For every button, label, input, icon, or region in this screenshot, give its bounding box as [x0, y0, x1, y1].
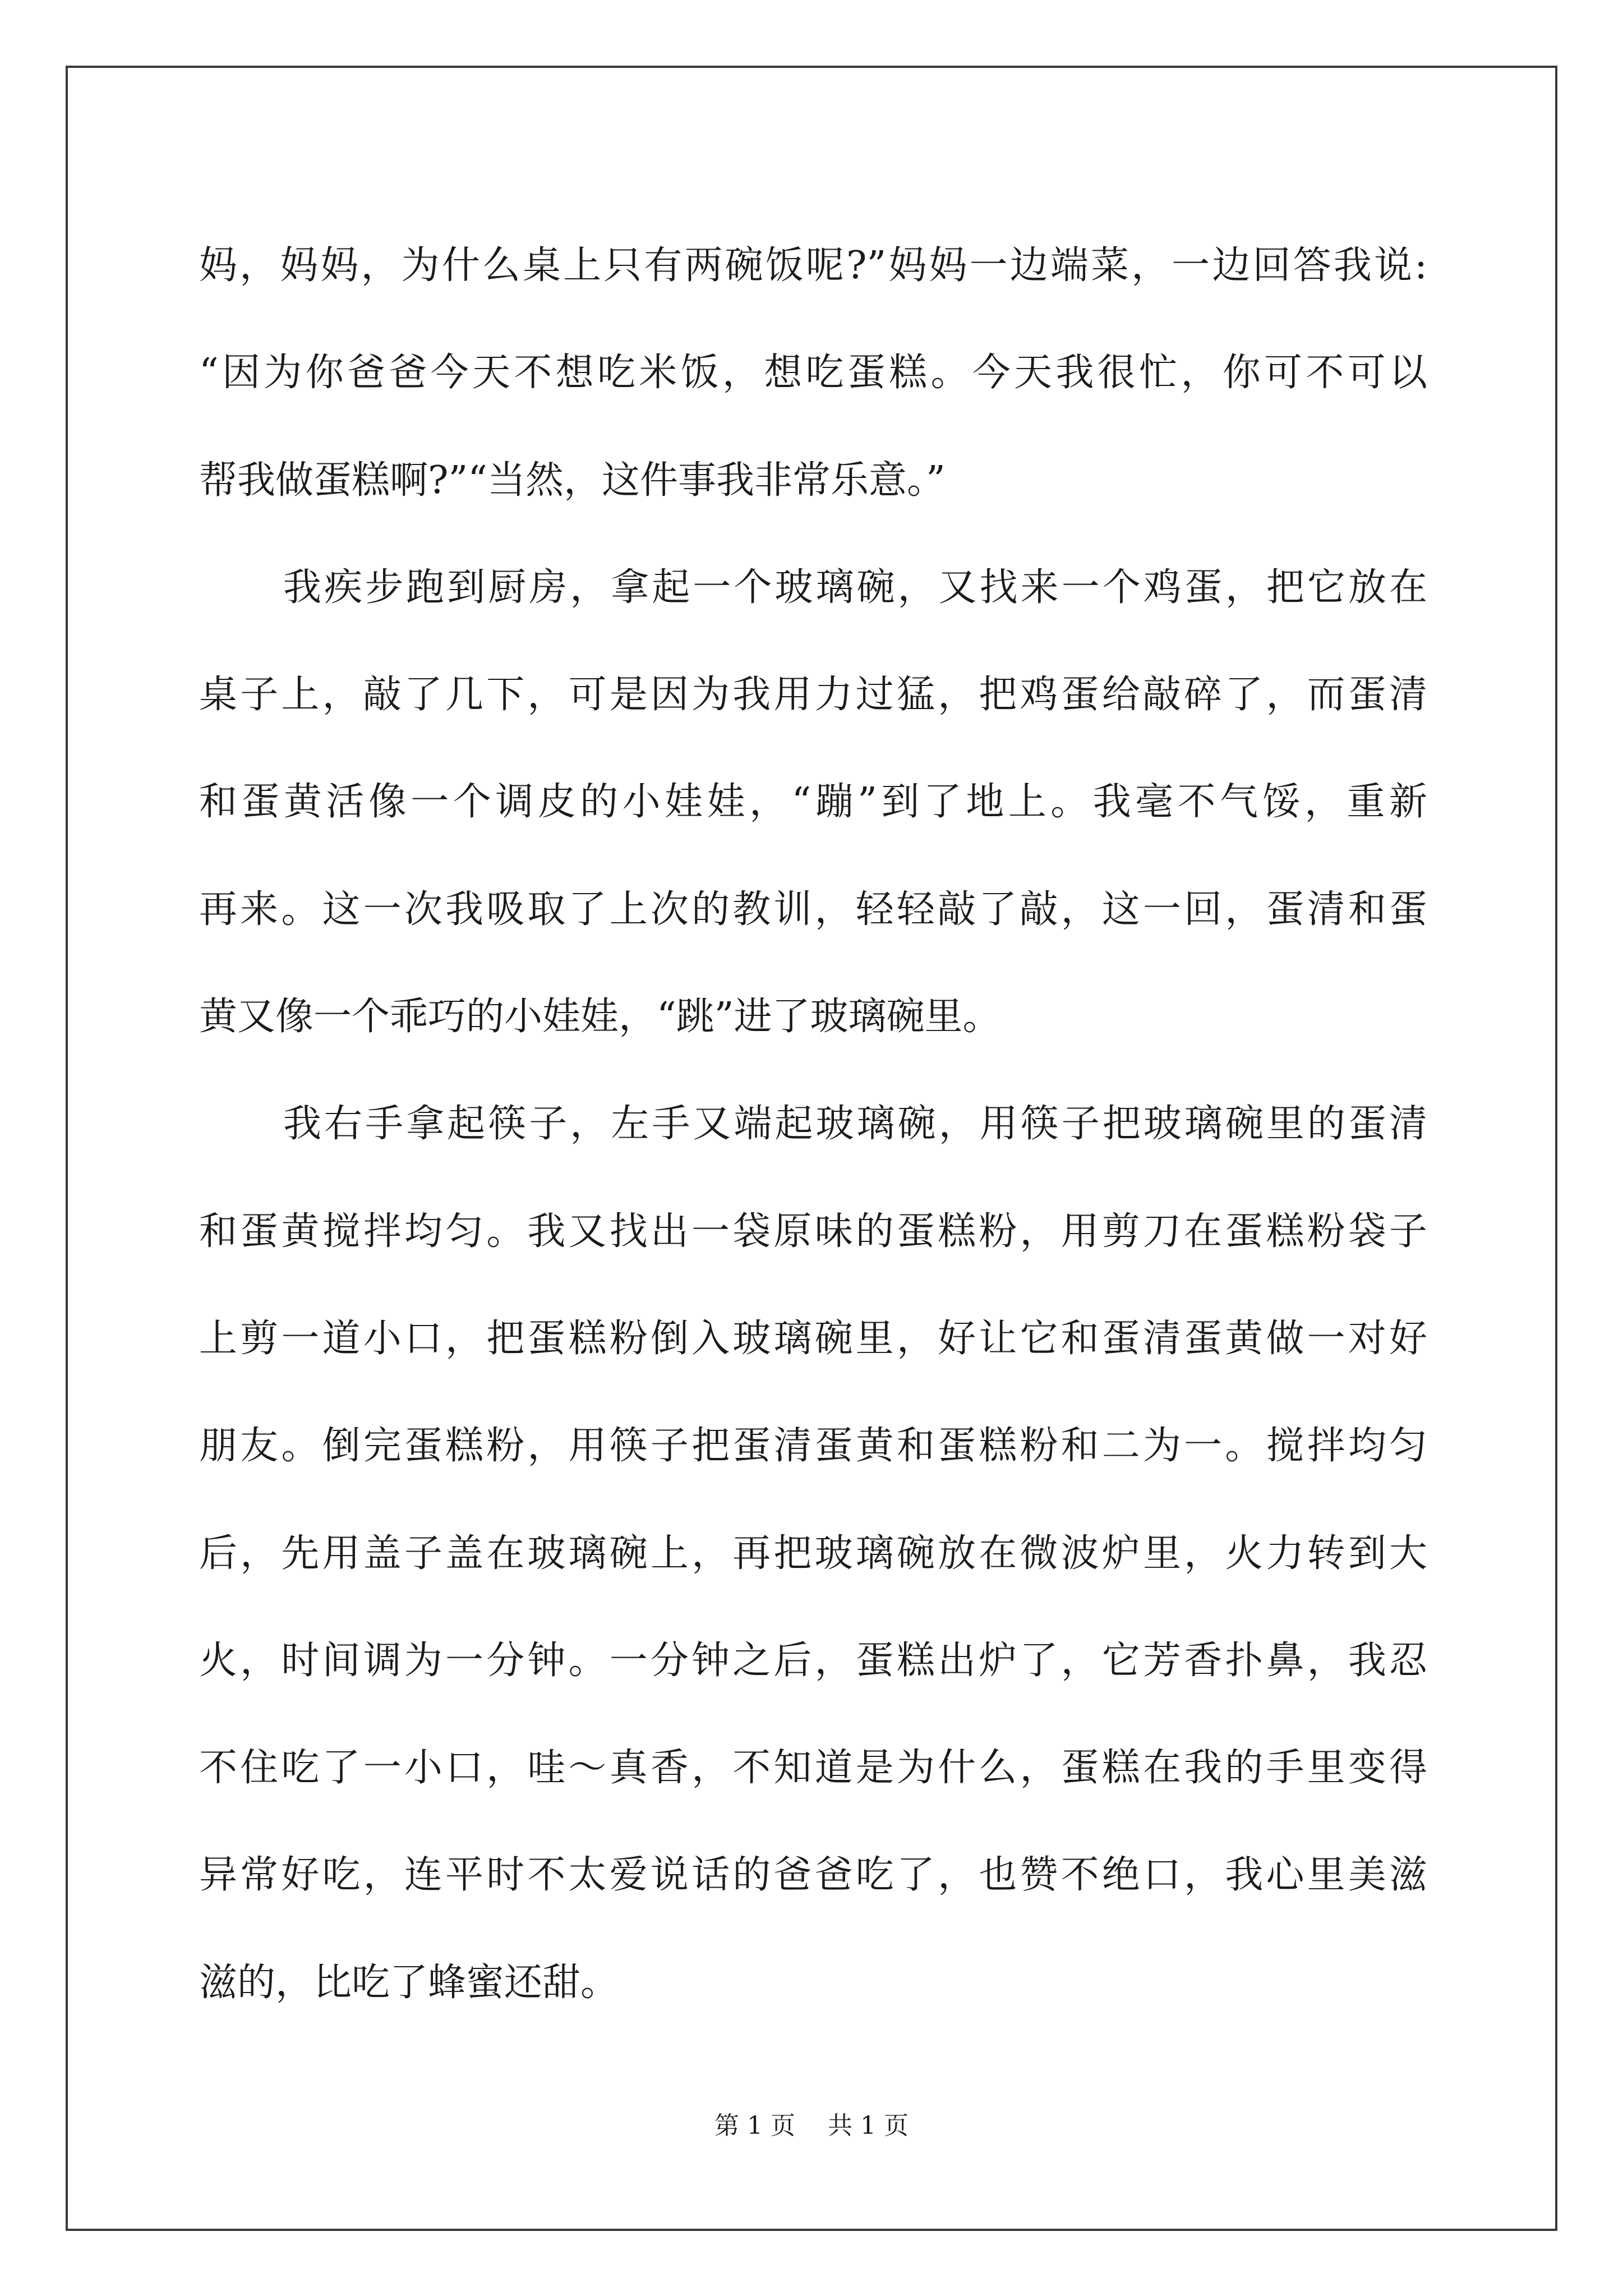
text-line: 朋友。倒完蛋糕粉，用筷子把蛋清蛋黄和蛋糕粉和二为一。搅拌均匀 [199, 1424, 1427, 1469]
text-line: 上剪一道小口，把蛋糕粉倒入玻璃碗里，好让它和蛋清蛋黄做一对好 [199, 1316, 1427, 1361]
text-line: 妈，妈妈，为什么桌上只有两碗饭呢?”妈妈一边端菜，一边回答我说: [199, 243, 1427, 288]
text-line: 和蛋黄活像一个调皮的小娃娃，“蹦”到了地上。我毫不气馁，重新 [199, 780, 1427, 825]
document-body [199, 212, 1427, 2036]
text-line: 滋的，比吃了蜂蜜还甜。 [199, 1960, 619, 2005]
text-line: 再来。这一次我吸取了上次的教训，轻轻敲了敲，这一回，蛋清和蛋 [199, 887, 1427, 932]
text-line: 黄又像一个乖巧的小娃娃，“跳”进了玻璃碗里。 [199, 995, 1001, 1039]
text-line: 我疾步跑到厨房，拿起一个玻璃碗，又找来一个鸡蛋，把它放在 [283, 565, 1427, 610]
text-line: 后，先用盖子盖在玻璃碗上，再把玻璃碗放在微波炉里，火力转到大 [199, 1531, 1427, 1576]
text-line: 桌子上，敲了几下，可是因为我用力过猛，把鸡蛋给敲碎了，而蛋清 [199, 673, 1427, 717]
text-line: 我右手拿起筷子，左手又端起玻璃碗，用筷子把玻璃碗里的蛋清 [283, 1102, 1427, 1147]
page-number: 第 1 页 [714, 2111, 795, 2140]
text-line: 帮我做蛋糕啊?”“当然，这件事我非常乐意。” [199, 458, 946, 503]
text-line: 不住吃了一小口，哇～真香，不知道是为什么，蛋糕在我的手里变得 [199, 1746, 1427, 1791]
page-total: 共 1 页 [828, 2111, 909, 2140]
text-line: 异常好吃，连平时不太爱说话的爸爸吃了，也赞不绝口，我心里美滋 [199, 1853, 1427, 1898]
text-line: “因为你爸爸今天不想吃米饭，想吃蛋糕。今天我很忙，你可不可以 [199, 351, 1427, 395]
text-line: 和蛋黄搅拌均匀。我又找出一袋原味的蛋糕粉，用剪刀在蛋糕粉袋子 [199, 1209, 1427, 1254]
text-line: 火，时间调为一分钟。一分钟之后，蛋糕出炉了，它芳香扑鼻，我忍 [199, 1638, 1427, 1683]
page-footer [0, 2109, 1623, 2143]
